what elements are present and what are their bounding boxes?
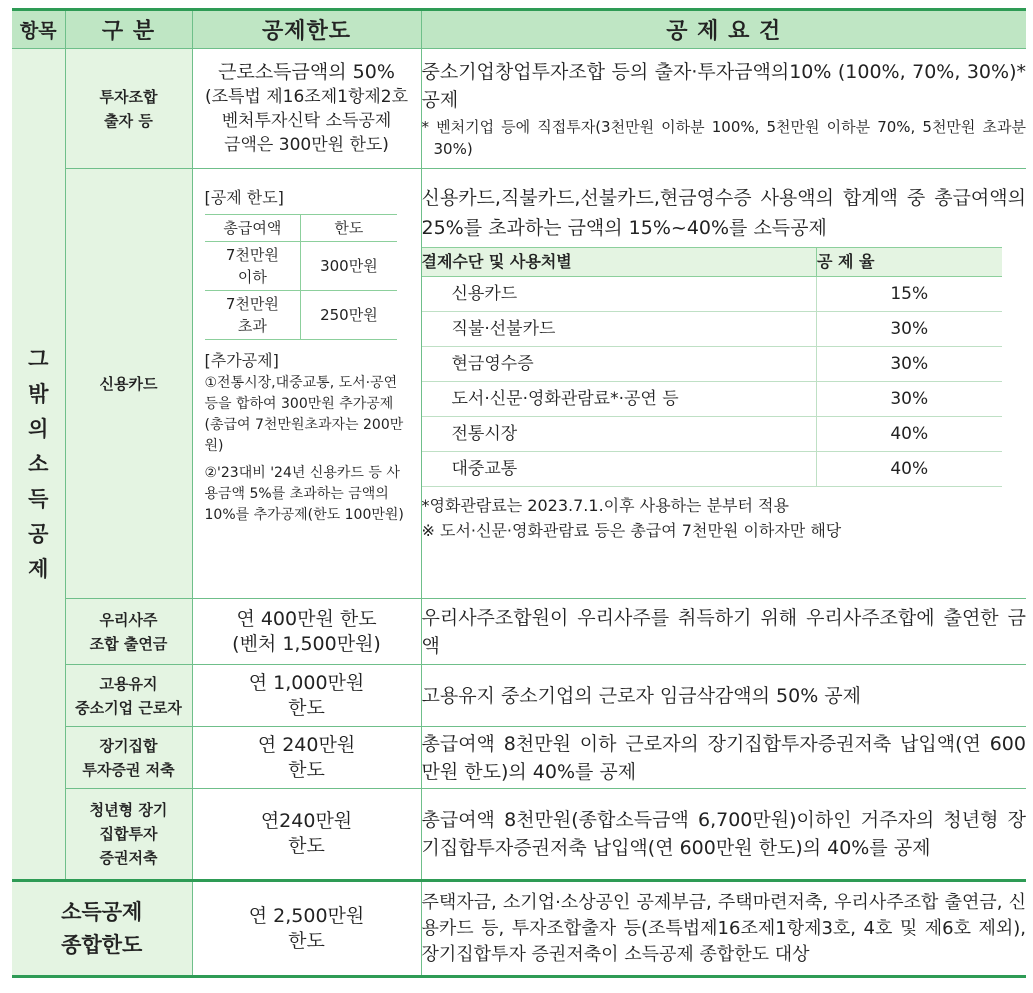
row-name: 신용카드 [65,169,192,599]
limit-table-cell: 7천만원 초과 [205,291,301,340]
cc-note-1: *영화관람료는 2023.7.1.이후 사용하는 분부터 적용 [421,496,789,515]
req-note: * 벤처기업 등에 직접투자(3천만원 이하분 100%, 5천만원 이하분 70%, 5천만원 초과분 30%) [421,117,1026,158]
rate-row [422,277,1002,312]
row-name: 청년형 장기 집합투자 증권저축 [65,789,192,881]
req-text: 신용카드,직불카드,선불카드,현금영수증 사용액의 합계액 중 총급여액의 25%를 초과하는 금액의 15%~40%를 소득공제 [421,187,1026,239]
rate-value: 30% [817,347,1002,382]
rate-value: 40% [817,417,1002,452]
extra-item-1: ①전통시장,대중교통, 도서·공연등을 합하여 300만원 추가공제 (총급여 7천만원초과자는 200만원) [204,375,404,454]
extra-item-2: ②'23대비 '24년 신용카드 등 사용금액 5%를 초과하는 금액의 10%를 추가공제(한도 100만원) [204,465,404,523]
deduction-table-wrapper [12,8,1026,978]
limit-table-cell: 7천만원 이하 [205,242,301,291]
row-requirements [421,49,1026,169]
table-header-row [12,10,1026,49]
table-row [12,49,1026,169]
table-row [12,665,1026,727]
cc-note-2: ※ 도서·신문·영화관람료 등은 총급여 7천만원 이하자만 해당 [421,521,842,540]
limit-sub: (조특법 제16조제1항제2호 벤처투자신탁 소득공제 금액은 300만원 한도) [204,87,409,155]
row-name: 고용유지 중소기업 근로자 [65,665,192,727]
limit-table-header-cell: 한도 [301,215,397,242]
header-requirements: 공 제 요 건 [421,10,1026,49]
total-row [12,881,1026,977]
limit-table-header-cell: 총급여액 [205,215,301,242]
row-name-text: 투자조합 출자 등 [99,87,158,130]
rate-method: 대중교통 [422,452,817,487]
rate-method: 전통시장 [422,417,817,452]
category-label: 그밖의소득공제 [28,346,49,581]
total-name: 소득공제 종합한도 [12,881,192,977]
rate-method: 현금영수증 [422,347,817,382]
extra-title: [추가공제] [204,351,279,370]
header-limit: 공제한도 [192,10,421,49]
header-category: 구 분 [65,10,192,49]
table-row [12,599,1026,665]
rate-method: 신용카드 [422,277,817,312]
rate-value: 30% [817,312,1002,347]
row-name [65,49,192,169]
req-text: 중소기업창업투자조합 등의 출자·투자금액의10% (100%, 70%, 30%)* 공제 [421,60,1026,111]
rate-header-rate: 공 제 율 [817,248,1002,277]
limit-table-row [205,242,397,291]
rate-value: 15% [817,277,1002,312]
table-row [12,789,1026,881]
row-limit: 연 1,000만원 한도 [192,665,421,727]
row-name: 장기집합 투자증권 저축 [65,727,192,789]
header-item: 항목 [12,10,65,49]
row-requirements [421,169,1026,599]
limit-table-cell: 250만원 [301,291,397,340]
rate-value: 40% [817,452,1002,487]
rate-row [422,417,1002,452]
category-cell [12,49,65,881]
limit-title: [공제 한도] [204,188,284,207]
row-limit: 연 240만원 한도 [192,727,421,789]
row-requirements: 고용유지 중소기업의 근로자 임금삭감액의 50% 공제 [421,665,1026,727]
rate-method: 직불·선불카드 [422,312,817,347]
limit-table-header [205,215,397,242]
row-name: 우리사주 조합 출연금 [65,599,192,665]
row-requirements: 총급여액 8천만원 이하 근로자의 장기집합투자증권저축 납입액(연 600만원 한도)의 40%를 공제 [421,727,1026,789]
row-limit [192,49,421,169]
limit-main: 근로소득금액의 50% [218,61,395,83]
rate-row [422,312,1002,347]
table-row [12,727,1026,789]
rate-row [422,382,1002,417]
row-limit [192,169,421,599]
total-limit: 연 2,500만원 한도 [192,881,421,977]
rate-header-method: 결제수단 및 사용처별 [422,248,817,277]
rate-method: 도서·신문·영화관람료*·공연 등 [422,382,817,417]
limit-box [193,169,421,530]
row-requirements: 우리사주조합원이 우리사주를 취득하기 위해 우리사주조합에 출연한 금액 [421,599,1026,665]
row-limit: 연 400만원 한도 (벤처 1,500만원) [192,599,421,665]
rate-table-header [422,248,1002,277]
limit-table [205,214,397,340]
deduction-table [12,8,1026,978]
limit-table-cell: 300만원 [301,242,397,291]
row-requirements: 총급여액 8천만원(종합소득금액 6,700만원)이하인 거주자의 청년형 장기집합투자증권저축 납입액(연 600만원 한도)의 40%를 공제 [421,789,1026,881]
rate-row [422,347,1002,382]
rate-value: 30% [817,382,1002,417]
rate-row [422,452,1002,487]
limit-table-row [205,291,397,340]
row-limit: 연240만원 한도 [192,789,421,881]
rate-table [422,247,1002,487]
table-row [12,169,1026,599]
total-requirements: 주택자금, 소기업·소상공인 공제부금, 주택마련저축, 우리사주조합 출연금, 신용카드 등, 투자조합출자 등(조특법제16조제1항제3호, 4호 및 제6호 제외), 장기집합투자 증권저축이 소득공제 종합한도 대상 [421,881,1026,977]
